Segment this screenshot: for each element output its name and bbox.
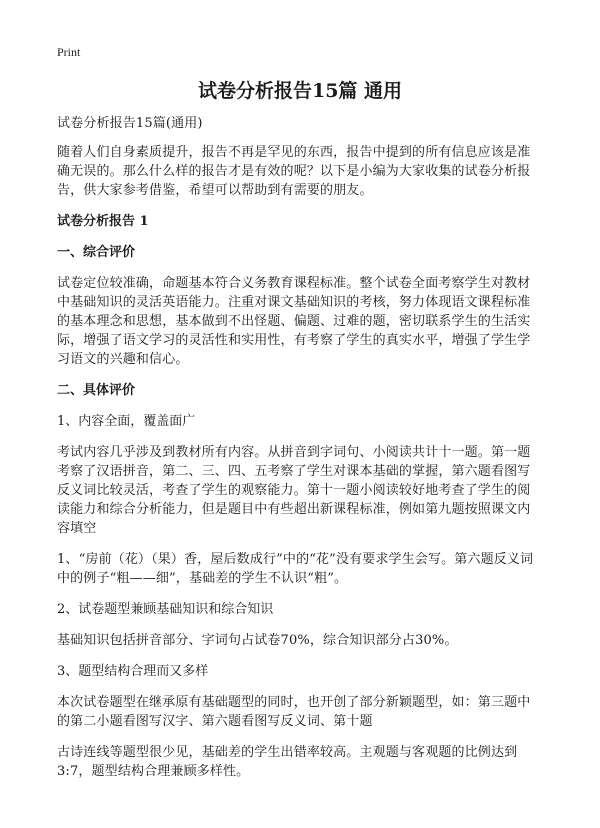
document-subtitle: 试卷分析报告15篇(通用) (57, 116, 203, 131)
part1-heading: 一、综合评价 (57, 245, 136, 260)
item3-heading: 3、题型结构合理而又多样 (57, 664, 209, 679)
item1-paragraph: 考试内容几乎涉及到教材所有内容。从拼音到字词句、小阅读共计十一题。第一题考察了汉语拼音，第二、三、四、五考察了学生对课本基础的掌握，第六题看图写反义词比较灵活，考查了学生的观察能力。第十一题小阅读较好地考查了学生的阅读能力和综合分析能力，但是题目中有些超出新课程标准，例如第九题按照课文内容填空 (57, 445, 531, 536)
document-title: 试卷分析报告15篇 通用 (197, 80, 403, 102)
item2-paragraph: 基础知识包括拼音部分、字词句占试卷70%，综合知识部分占30%。 (57, 633, 458, 648)
section-title: 试卷分析报告 1 (57, 214, 149, 229)
part2-heading: 二、具体评价 (57, 383, 136, 398)
intro-paragraph: 随着人们自身素质提升，报告不再是罕见的东西，报告中提到的所有信息应该是准确无误的。那么什么样的报告才是有效的呢？以下是小编为大家收集的试卷分析报告，供大家参考借鉴，希望可以帮助到有需要的朋友。 (57, 145, 531, 198)
item2-heading: 2、试卷题型兼顾基础知识和综合知识 (57, 602, 274, 617)
print-link[interactable]: Print (57, 45, 81, 59)
part1-paragraph: 试卷定位较准确，命题基本符合义务教育课程标准。整个试卷全面考察学生对教材中基础知识的灵活英语能力。注重对课文基础知识的考核，努力体现语文课程标准的基本理念和思想，基本做到不出怪题、偏题、过难的题，密切联系学生的生活实际，增强了语文学习的灵活性和实用性，有考察了学生的真实水平，增强了学生学习语文的兴趣和信心。 (57, 276, 531, 367)
item1-heading: 1、内容全面，覆盖面广 (57, 414, 196, 429)
item3-paragraph-continued: 古诗连线等题型很少见，基础差的学生出错率较高。主观题与客观题的比例达到3:7，题型结构合理兼顾多样性。 (57, 745, 518, 779)
item3-paragraph: 本次试卷题型在继承原有基础题型的同时，也开创了部分新颖题型，如：第三题中的第二小题看图写汉字、第六题看图写反义词、第十题 (57, 695, 531, 729)
item1-note: 1、“房前（花）（果）香，屋后数成行”中的“花”没有要求学生会写。第六题反义词中的例子“粗——细”，基础差的学生不认识“粗”。 (57, 552, 534, 586)
